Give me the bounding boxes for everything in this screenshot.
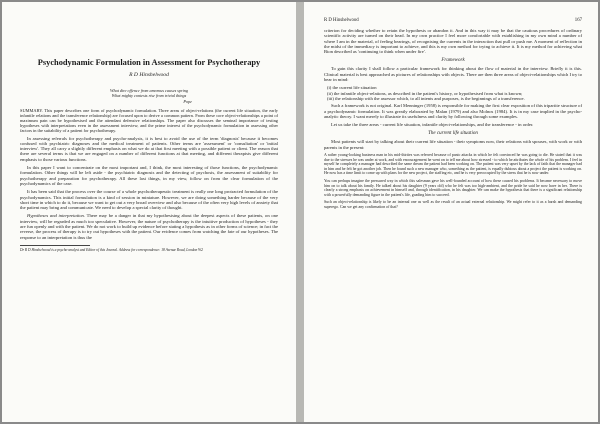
body-paragraph: It has been said that the process over the course of a whole psychotherapeutic treatment is really one long protracted formulation of the psychodynamics. This initial formulation is a kind of session in miniature. However, we are doing something harder because of the very short time in which to do it, because we want to get out a very broad overview and also because of the often very high levels of anxiety that the patient may bring and communicate. We need to develop a special clarity of thought. xyxy=(20,189,278,211)
body-paragraph: To gain this clarity I shall follow a particular framework for thinking about the flow of material in the interview. Briefly it is this. Clinical material is best approached as pictures of relationships with objects. There are then three areas of object-relationships which I try to bear in mind: xyxy=(324,66,582,83)
body-paragraph: Such a framework is not original. Karl Menninger (1958) is responsible for making the first clear exposition of this tripartite structure of a psychodynamic formulation. It was greatly elaborated by Malan (1979) and also Molnos (1984). It is in my case implied in the psycho-analytic theory. I want merely to illustrate its usefulness and clarity by following through some examples. xyxy=(324,103,582,119)
list-item: (iii) the relationship with the assessor which, to all intents and purposes, is the beginnings of a transference. xyxy=(327,95,525,101)
epigraph-source: Pope xyxy=(183,98,192,104)
case-vignette: A rather young-looking business man in his mid-thirties was referred because of panic attacks in which he felt convinced he was going to die. He stated that it was due to the stresses he was under at work, and with encouragement he went on to tell me about how stressed - to which he attributes the whole of his problem. I feel in myself he completely a manager had described the same dream the patient had been working on. The patient was very upset by the lack of faith that the manager had in him and he felt he got another job. Then he found such a new manager who, something as the patient, is equally dubious about a project the patient is working on. He now has a time limit to come up with plans for the new project, the staffing etc, and he is very preoccupied by the stress that he is now under. xyxy=(324,153,582,176)
section-heading-framework: Framework xyxy=(441,58,465,64)
epigraph-line: What mighty contests rise from trivial things xyxy=(111,92,187,98)
epigraph-line: What dire offence from amorous causes spring xyxy=(110,88,188,93)
right-page xyxy=(304,2,598,422)
body-paragraph: In this paper I want to concentrate on the most important and, I think, the most interesting of those functions, the psychodynamic formulation. Other things will be left aside - the psychiatric diagnosis and the detecting of psychosis, the assessment of suitability for psychotherapy and preparation for psychotherapy. All these last things, in my view, follow on from the clear formulation of the psychodynamics of the case. xyxy=(20,165,278,186)
running-header xyxy=(324,18,582,23)
body-paragraph: In assessing referrals for psychotherapy and psycho-analysis, it is best to avoid the use of the term 'diagnosis' because it becomes confused with psychiatric diagnoses and the medical treatment of patients. Other terms are 'assessment' or 'consultation' or 'initial interview'. They all carry a slightly different emphasis on what we do at that first meeting with a possible patient or client. The reason that there are several terms is that we are engaged on a number of different functions at that meeting, and different therapists give different emphasis to those various functions. xyxy=(20,135,278,162)
summary-paragraph: SUMMARY. This paper describes one form of psychodynamic formulation. Three areas of object-relations (the current life situation, the early infantile relations and the transference relationship) are focused upon to derive a common pattern. From these core object-relationships a point of maximum pain can be hypothesised and the attendant defensive relationships. The paper also discusses the seminal importance of testing hypotheses with interpretations even in the assessment interview, and the prime interest of the psychodynamic formulation in assessing other factors in the suitability of a patient for psychotherapy. xyxy=(20,107,278,133)
list-item: (ii) the infantile object-relations, as described in the patient's history, or hypothesised from what is known; xyxy=(327,90,523,96)
left-page xyxy=(2,2,296,422)
footnote-rule xyxy=(20,245,90,246)
paragraph-text: There may be a danger in that my hypothesising about the deepest aspects of these patients, on one interview, will be regarded as much too speculative. However, the nature of psychotherapy is the intuitive production of hypotheses - they are fun openly and with the patient. We do not work to build up evidence before stating a hypothesis as in other forms of science; in fact the reverse, the process of therapy is to try out hypotheses with the patient. Our evidence comes from watching the fate of our hypotheses. The response to an interpretation is thus the xyxy=(20,213,278,240)
body-paragraph: Let us take the three areas - current life situation, infantile object-relationships, and the transference - in order. xyxy=(331,122,534,128)
section-heading-current-life: The current life situation xyxy=(428,131,478,137)
case-vignette: You can perhaps imagine the pressured way in which this salesman gave his well-founded account of how these caused his problems. It became necessary to move him on to talk about his family. He talked about his daughter (9 years old) who he felt was too high-ambient, and the pride he said he now have in her. There is clearly a strong emphasis on achievement in himself and, through identification, in his daughter. We can make the hypothesis that there is a significant relationship with a powerfully demanding figure in the patient's life, goading him to succeed. xyxy=(324,179,582,197)
page-number: 167 xyxy=(574,18,582,23)
body-paragraph: Most patients will start by talking about their current life situation - their symptoms now, their relations with spouses, with work or with parents in the present: xyxy=(324,139,582,150)
object-relations-list xyxy=(324,85,582,101)
author-footnote: Dr R D Hinshelwood is a psycho-analyst and Editor of this Journal. Address for correspondence: 18 Avenue Road, London W2 xyxy=(20,247,203,252)
body-paragraph xyxy=(20,213,278,239)
article-title: Psychodynamic Formulation in Assessment for Psychotherapy xyxy=(37,58,261,67)
paragraph-lead-heading: Hypotheses and interpretation. xyxy=(27,213,85,219)
book-gutter xyxy=(296,2,304,422)
article-author: R D Hinshelwood xyxy=(129,72,169,78)
body-paragraph: Such an object-relationship is likely to be an internal one as well as the result of an actual external relationship. We might refer to it as a harsh and demanding superego. Can we get any confirmation of that? xyxy=(324,200,582,209)
running-head-author: R D Hinshelwood xyxy=(324,18,359,23)
body-paragraph: criterion for deciding whether to retain the hypothesis or abandon it. And in this way it may be that the cautious procedures of ordinary scientific activity are turned on their head. In my own practice I feel more comfortable with establishing in my own mind a number of where I am in the material, of feeling bearings, of recognising the currents in the interaction that pull or push me. A moment of reflection in the midst of the immediacy is important to achieve, and this is my own method for trying to achieve it. It is my method for achieving what Bion described as 'continuing to think when under fire'. xyxy=(324,28,582,55)
list-item: (i) the current life situation xyxy=(327,85,377,91)
